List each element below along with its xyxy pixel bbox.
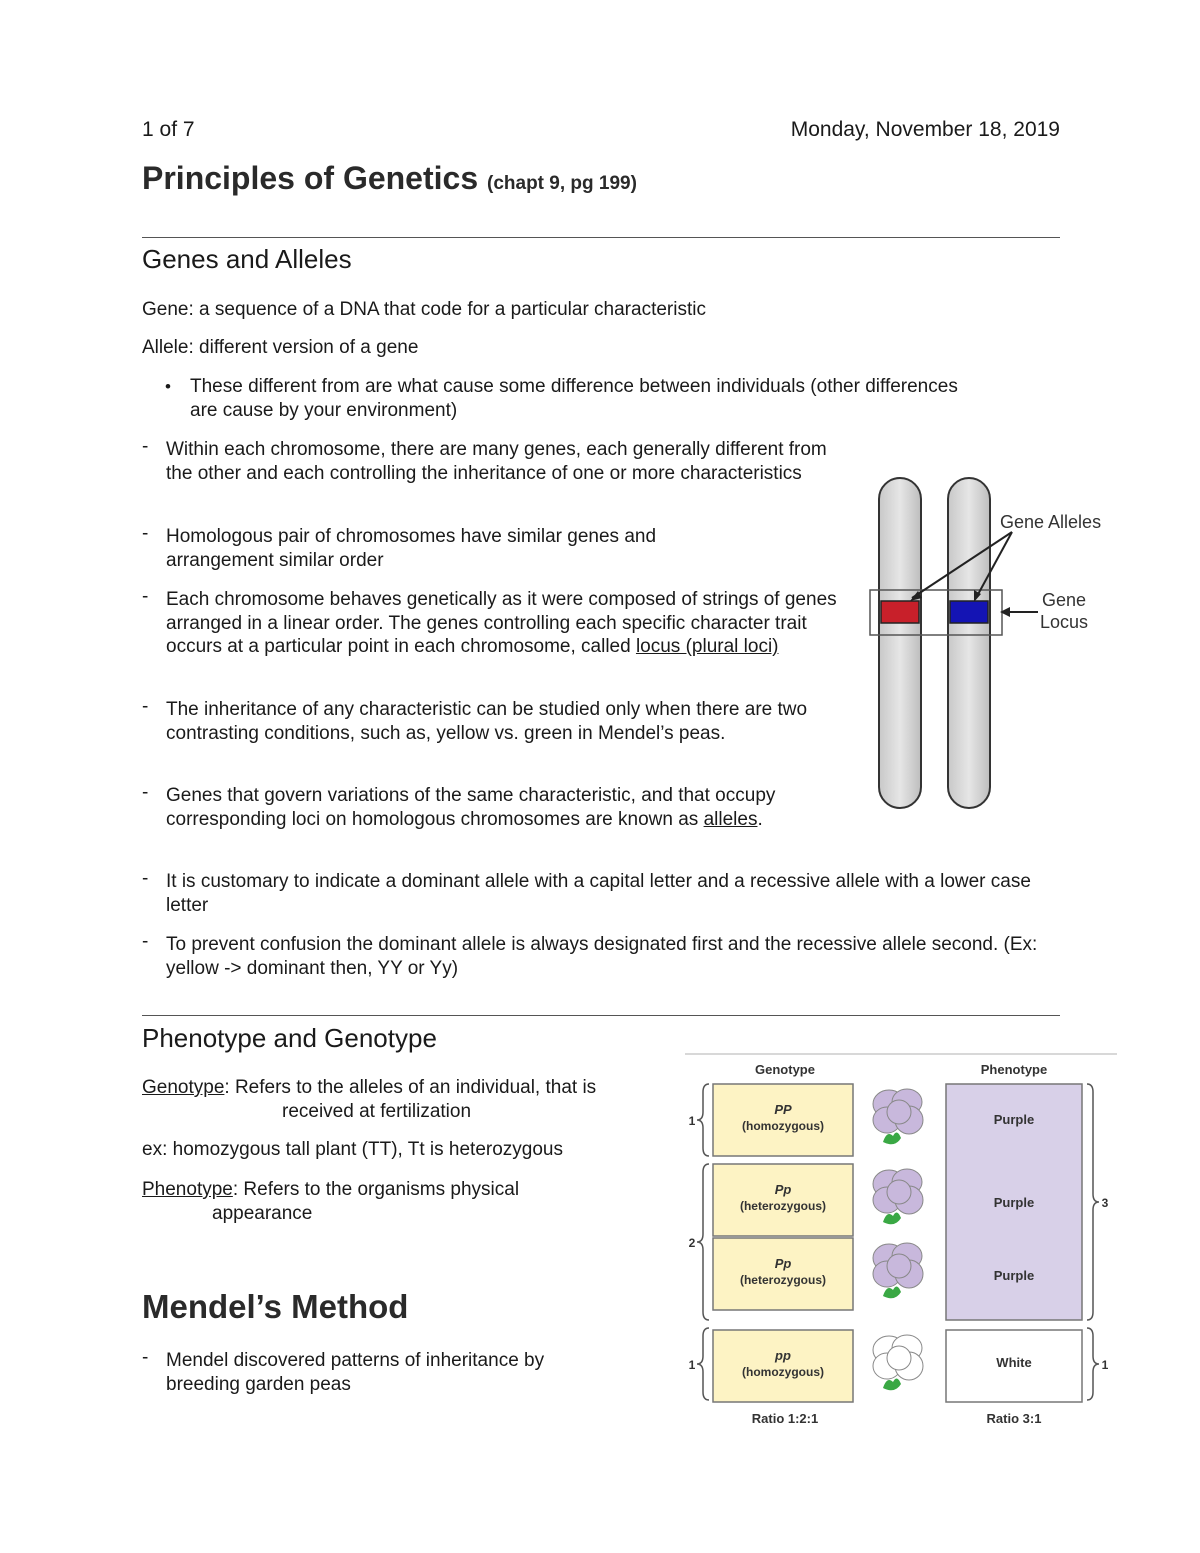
leaf — [883, 1132, 901, 1144]
flower-illustrations — [873, 1089, 923, 1390]
allele-label: Allele — [142, 337, 189, 358]
list-item: Mendel discovered patterns of inheritance by breeding garden peas — [166, 1350, 545, 1395]
petal — [887, 1180, 911, 1204]
count-label: 1 — [688, 1114, 696, 1128]
white-flower-icon — [873, 1335, 923, 1390]
genotype-label: Genotype — [142, 1077, 225, 1098]
count-label: 1 — [1101, 1358, 1109, 1372]
genotype-label: Pp — [774, 1256, 792, 1271]
phenotype-label: White — [996, 1355, 1032, 1370]
ratio-genotype: Ratio 1:2:1 — [751, 1411, 819, 1426]
list-item: Homologous pair of chromosomes have similar genes and arrangement similar order — [166, 526, 657, 571]
chromosome-left — [879, 478, 921, 808]
list-item-text: Each chromosome behaves genetically as it were composed of strings of genes arranged in a linear order. The genes controlling each specific character trait occurs at a particular point in each chromosome, called — [166, 589, 837, 657]
leaf — [883, 1212, 901, 1224]
bullet-item: These different from are what cause some difference between individuals (other differences are cause by your environment) — [190, 376, 958, 421]
dash-icon: - — [142, 586, 149, 607]
count-label: 3 — [1101, 1196, 1109, 1210]
genotype-def-continued: received at fertilization — [282, 1101, 472, 1122]
divider — [142, 237, 1060, 238]
dash-icon: - — [142, 868, 149, 889]
phenotype-definition — [142, 1178, 519, 1202]
zygosity-label: (heterozygous) — [739, 1199, 827, 1213]
document-date: Monday, November 18, 2019 — [790, 118, 1060, 141]
list-item: The inheritance of any characteristic can be studied only when there are two contrasting conditions, such as, yellow vs. green in Mendel’s peas. — [166, 699, 808, 744]
allele-blue — [950, 601, 988, 623]
petal — [887, 1346, 911, 1370]
genotype-example: ex: homozygous tall plant (TT), Tt is heterozygous — [142, 1139, 563, 1160]
allele-definition — [142, 336, 418, 360]
section-heading-genes-alleles: Genes and Alleles — [142, 244, 352, 274]
allele-red — [881, 601, 919, 623]
gene-locus-label: Locus — [1040, 612, 1089, 632]
chromosome-figure — [860, 470, 1120, 815]
brace-right — [1087, 1084, 1099, 1320]
page-number: 1 of 7 — [142, 118, 195, 141]
list-item-text: Genes that govern variations of the same characteristic, and that occupy corresponding loci on homologous chromosomes are known as — [166, 785, 776, 830]
list-item — [166, 588, 856, 659]
petal — [887, 1100, 911, 1124]
brace-left — [697, 1164, 709, 1320]
leaf — [883, 1378, 901, 1390]
list-item: To prevent confusion the dominant allele is always designated first and the recessive allele second. (Ex: yellow -> dominant then, YY or Yy) — [166, 934, 1038, 979]
count-label: 2 — [688, 1236, 696, 1250]
gene-locus-label: Gene — [1042, 590, 1087, 610]
bullet-icon: • — [165, 377, 171, 396]
list-item — [166, 784, 836, 831]
count-label: 1 — [688, 1358, 696, 1372]
alleles-term: alleles — [703, 808, 758, 830]
title-chapter-ref: (chapt 9, pg 199) — [487, 173, 637, 194]
genotype-definition — [142, 1076, 596, 1100]
section-heading-mendels-method: Mendel’s Method — [142, 1288, 409, 1325]
genotype-boxes — [713, 1084, 853, 1402]
petal — [887, 1254, 911, 1278]
ratio-phenotype: Ratio 3:1 — [986, 1411, 1042, 1426]
phenotype-column-header: Phenotype — [980, 1062, 1048, 1077]
dash-icon: - — [142, 696, 149, 717]
genotype-phenotype-figure — [683, 1050, 1119, 1440]
zygosity-label: (homozygous) — [742, 1365, 824, 1379]
dash-icon: - — [142, 436, 149, 457]
phenotype-label: Purple — [993, 1195, 1035, 1210]
list-item: Within each chromosome, there are many genes, each generally different from the other and each controlling the inheritance of one or more characteristics — [166, 439, 827, 484]
divider — [142, 1015, 1060, 1016]
dash-icon: - — [142, 931, 149, 952]
leaf — [883, 1286, 901, 1298]
phenotype-label: Purple — [993, 1268, 1035, 1283]
gene-label: Gene — [142, 299, 189, 320]
genotype-label: PP — [774, 1102, 792, 1117]
dash-icon: - — [142, 782, 149, 803]
allele-def-text: : different version of a gene — [188, 337, 419, 358]
gene-alleles-label: Gene Alleles — [1000, 512, 1102, 532]
zygosity-label: (homozygous) — [742, 1119, 824, 1133]
title-main: Principles of Genetics — [142, 160, 479, 196]
locus-term: locus (plural loci) — [635, 636, 779, 657]
genotype-column-header: Genotype — [755, 1062, 815, 1077]
gene-def-text: : a sequence of a DNA that code for a particular characteristic — [188, 299, 706, 320]
genotype-def-text: : Refers to the alleles of an individual, that is — [224, 1077, 597, 1098]
page-title — [142, 160, 637, 197]
genotype-label: Pp — [774, 1182, 792, 1197]
purple-flower-icon — [873, 1243, 923, 1298]
section-heading-phenotype-genotype: Phenotype and Genotype — [142, 1023, 437, 1053]
phenotype-def-continued: appearance — [212, 1203, 313, 1224]
phenotype-def-text: : Refers to the organisms physical — [232, 1179, 520, 1200]
zygosity-label: (heterozygous) — [739, 1273, 827, 1287]
brace-right — [1087, 1328, 1099, 1400]
brace-left — [697, 1328, 709, 1400]
phenotype-label: Phenotype — [142, 1179, 233, 1200]
alleles-period: . — [757, 808, 763, 830]
purple-flower-icon — [873, 1089, 923, 1144]
phenotype-label: Purple — [993, 1112, 1035, 1127]
genotype-label: pp — [775, 1348, 791, 1363]
dash-icon: - — [142, 523, 149, 544]
list-item: It is customary to indicate a dominant allele with a capital letter and a recessive allele with a lower case letter — [166, 871, 1031, 916]
purple-flower-icon — [873, 1169, 923, 1224]
chromosome-right — [948, 478, 990, 808]
brace-left — [697, 1084, 709, 1156]
gene-definition — [142, 298, 706, 322]
dash-icon: - — [142, 1347, 149, 1368]
